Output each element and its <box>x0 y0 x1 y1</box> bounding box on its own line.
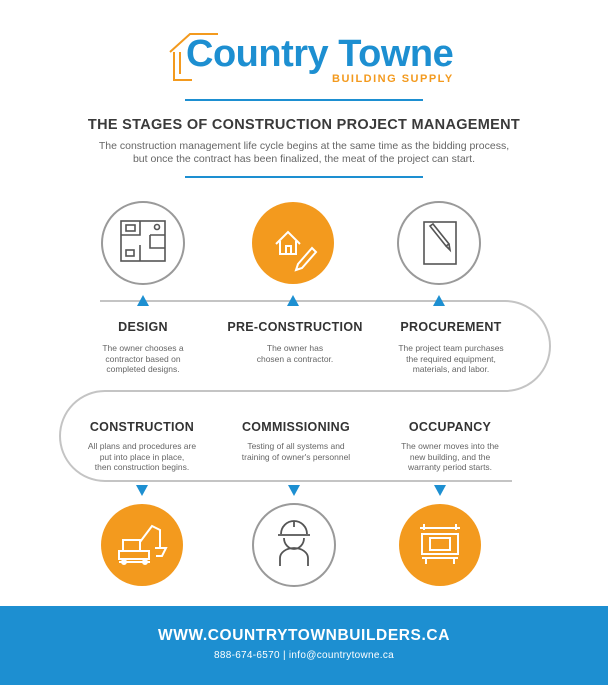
stage-circle-commissioning <box>253 504 335 586</box>
stage-title-occupancy: OCCUPANCY <box>408 420 492 434</box>
intro-line: The construction management life cycle begins at the same time as the bidding process, <box>98 140 510 152</box>
stage-title-procurement: PROCUREMENT <box>400 320 502 334</box>
footer-website-link[interactable]: WWW.COUNTRYTOWNBUILDERS.CA <box>158 627 450 644</box>
footer-contact: 888-674-6570 | info@countrytowne.ca <box>213 650 395 661</box>
stage-circle-occupancy <box>399 504 481 586</box>
stage-desc-line: Testing of all systems and <box>247 441 345 451</box>
logo-wordmark: Country Towne <box>186 33 454 75</box>
stage-desc-occupancy <box>375 441 525 473</box>
stage-desc-line: materials, and labor. <box>412 364 490 374</box>
stage-desc-line: The project team purchases <box>398 343 504 353</box>
stage-title-design: DESIGN <box>118 320 168 334</box>
stage-desc-procurement <box>376 343 526 375</box>
stage-desc-line: The owner has <box>266 343 324 353</box>
stage-desc-line: completed designs. <box>106 364 180 374</box>
timeline-marker <box>288 485 300 496</box>
stage-title-pre-construction: PRE-CONSTRUCTION <box>227 320 363 334</box>
stage-circle-design <box>102 202 184 284</box>
stage-desc-commissioning <box>221 441 371 462</box>
intro-line: but once the contract has been finalized, the meat of the project can start. <box>132 153 476 165</box>
stage-desc-line: the required equipment, <box>406 353 496 364</box>
timeline-marker <box>434 485 446 496</box>
stage-desc-line: then construction begins. <box>94 462 190 472</box>
stage-desc-design <box>68 343 218 375</box>
stage-desc-pre-construction <box>220 343 370 364</box>
stage-circle-procurement <box>398 202 480 284</box>
footer-bar <box>0 606 608 685</box>
stage-desc-line: The owner moves into the <box>401 441 499 451</box>
stage-desc-line: training of owner's personnel <box>241 451 351 462</box>
stage-circle-construction <box>101 504 183 586</box>
stage-desc-line: new building, and the <box>409 451 491 462</box>
stage-circle-pre-construction <box>252 202 334 284</box>
stage-title-construction: CONSTRUCTION <box>89 420 195 434</box>
page-title: THE STAGES OF CONSTRUCTION PROJECT MANAGEMENT <box>87 117 521 133</box>
timeline-marker <box>136 485 148 496</box>
stage-desc-line: contractor based on <box>105 353 181 364</box>
logo-tagline: BUILDING SUPPLY <box>332 73 454 85</box>
stage-title-commissioning: COMMISSIONING <box>241 420 351 434</box>
stage-desc-line: put into place in place, <box>99 451 185 462</box>
stage-desc-line: chosen a contractor. <box>256 353 334 364</box>
stage-desc-construction <box>67 441 217 473</box>
stage-desc-line: The owner chooses a <box>102 343 184 353</box>
stage-desc-line: warranty period starts. <box>407 462 493 472</box>
stage-desc-line: All plans and procedures are <box>87 441 197 451</box>
